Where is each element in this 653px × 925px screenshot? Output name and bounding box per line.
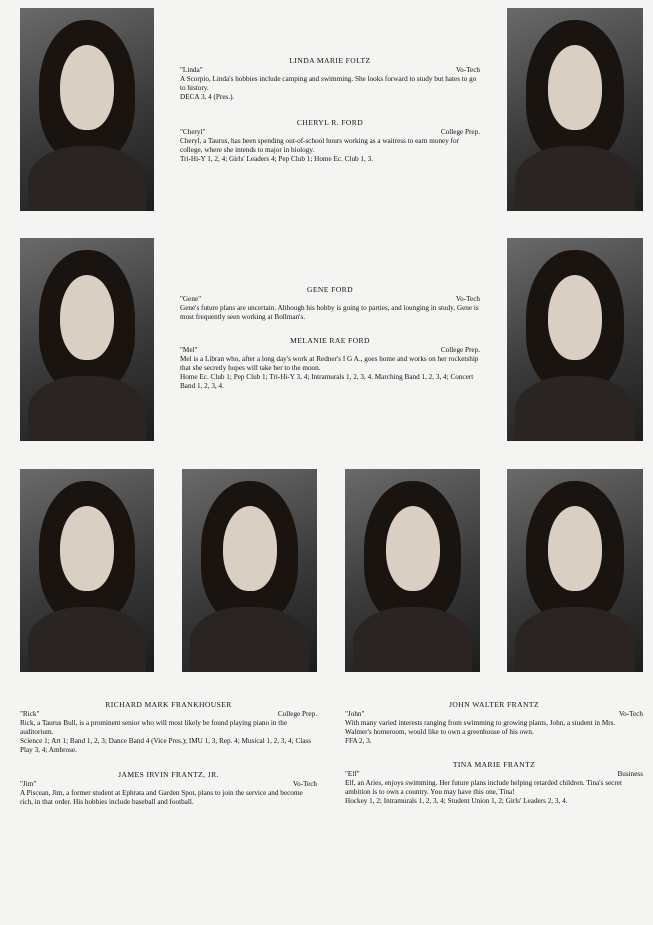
bio-john-frantz	[345, 700, 643, 746]
program: Vo-Tech	[455, 66, 480, 74]
nickname: "Elf"	[345, 770, 360, 778]
student-name: GENE FORD	[307, 285, 353, 294]
bio-text: Cheryl, a Taurus, has been spending out-of-school hours working as a waitress to earn money for college, where she intends to major in biology.	[180, 137, 460, 154]
portrait-john-frantz	[345, 469, 480, 672]
bio-text: Elf, an Aries, enjoys swimming. Her future plans include helping retarded children. Tina's secret ambition is to own a country. You may have this one, Tina!	[345, 779, 622, 796]
student-name: CHERYL R. FORD	[296, 118, 364, 127]
portrait-tina-frantz	[507, 469, 643, 672]
bio-text: A Scorpio, Linda's hobbies include camping and swimming. She looks forward to study but hates to go to history.	[180, 75, 477, 92]
portrait-cheryl-ford	[507, 8, 643, 211]
portrait-richard-frankhouser	[20, 469, 154, 672]
bio-text: Mel is a Libran who, after a long day's work at Redner's I G A., goes home and works on her rocketship that she secretly hopes will take her to the moon.	[180, 355, 479, 372]
activities: FFA 2, 3.	[345, 737, 372, 745]
bio-text: With many varied interests ranging from swimming to growing plants, John, a student in Mrs. Walmer's homeroom, would like to own a greenhouse of his own.	[345, 719, 616, 736]
nickname: "Cheryl"	[180, 128, 206, 136]
bio-tina-frantz	[345, 760, 643, 806]
bio-richard-frankhouser	[20, 700, 317, 755]
student-name: JOHN WALTER FRANTZ	[449, 700, 539, 709]
bio-text: A Piscean, Jim, a former student at Ephrata and Garden Spot, plans to join the service and become rich, in that order. His hobbies include baseball and football.	[20, 789, 303, 806]
activities: DECA 3, 4 (Pres.).	[180, 93, 235, 101]
activities: Hockey 1, 2; Intramurals 1, 2, 3, 4; Student Union 1, 2; Girls' Leaders 2, 3, 4.	[345, 797, 568, 805]
portrait-james-frantz	[182, 469, 317, 672]
portrait-gene-ford	[20, 238, 154, 441]
nickname: "Mel"	[180, 346, 198, 354]
portrait-melanie-ford	[507, 238, 643, 441]
program: College Prep.	[277, 710, 317, 718]
student-name: LINDA MARIE FOLTZ	[289, 56, 371, 65]
bio-cheryl-ford	[180, 118, 480, 164]
student-name: MELANIE RAE FORD	[290, 336, 370, 345]
nickname: "John"	[345, 710, 365, 718]
nickname: "Gene"	[180, 295, 202, 303]
program: Vo-Tech	[455, 295, 480, 303]
program: Business	[617, 770, 643, 778]
nickname: "Linda"	[180, 66, 203, 74]
bio-text: Gene's future plans are uncertain. Although his hobby is going to parties, and lounging in study, Gene is most frequently seen working at Bollman's.	[180, 304, 479, 321]
activities: Tri-Hi-Y 1, 2, 4; Girls' Leaders 4; Pep Club 1; Home Ec. Club 1, 3.	[180, 155, 374, 163]
bio-linda-foltz	[180, 56, 480, 102]
program: College Prep.	[440, 346, 480, 354]
program: Vo-Tech	[618, 710, 643, 718]
nickname: "Rick"	[20, 710, 40, 718]
portrait-linda-foltz	[20, 8, 154, 211]
bio-text: Rick, a Taurus Bull, is a prominent senior who will most likely be found playing piano in the auditorium.	[20, 719, 288, 736]
student-name: TINA MARIE FRANTZ	[452, 760, 536, 769]
activities: Home Ec. Club 1; Pep Club 1; Tri-Hi-Y 3, 4; Intramurals 1, 2, 3, 4. Marching Band 1, 2, 3, 4; Concert Band 1, 2, 3, 4.	[180, 373, 474, 390]
nickname: "Jim"	[20, 780, 37, 788]
bio-james-frantz	[20, 770, 317, 807]
bio-gene-ford	[180, 285, 480, 322]
activities: Science 1; Art 1; Band 1, 2, 3; Dance Band 4 (Vice Pres.); IMU 1, 3, Rep. 4; Musical 1, 2, 3, 4; Class Play 3, 4; Ambrose.	[20, 737, 312, 754]
student-name: RICHARD MARK FRANKHOUSER	[105, 700, 232, 709]
student-name: JAMES IRVIN FRANTZ, JR.	[118, 770, 219, 779]
program: Vo-Tech	[292, 780, 317, 788]
bio-melanie-ford	[180, 336, 480, 391]
program: College Prep.	[440, 128, 480, 136]
